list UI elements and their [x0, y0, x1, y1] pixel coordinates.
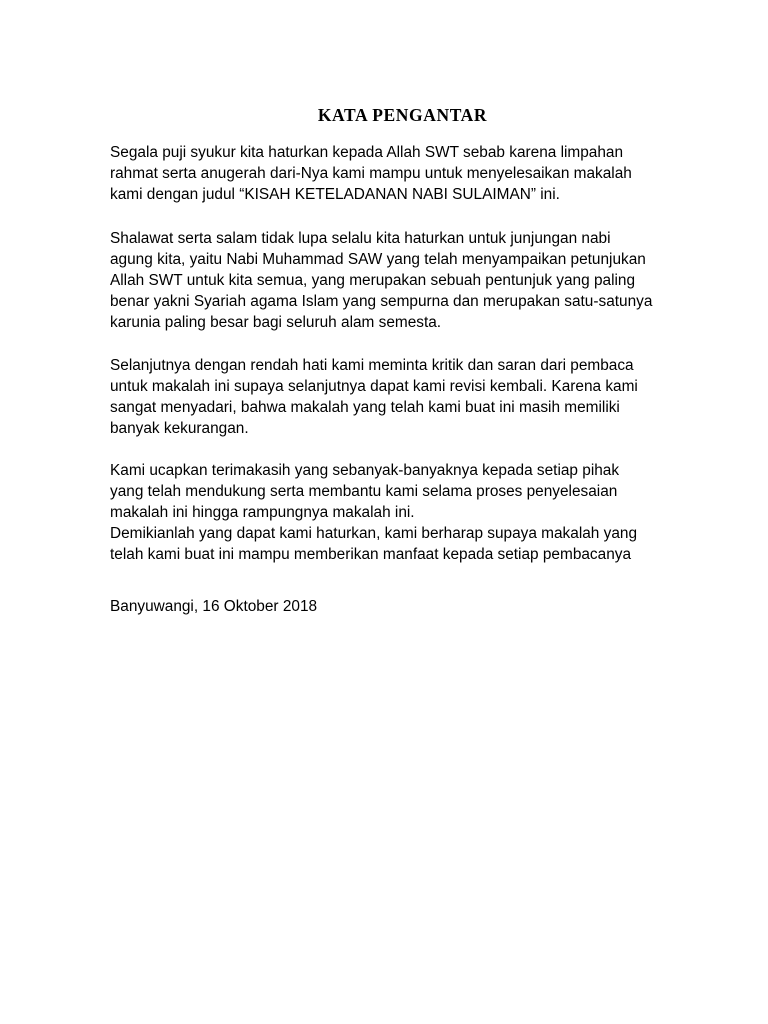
paragraph-terimakasih — [110, 460, 700, 565]
paragraph-line: telah kami buat ini mampu memberikan manfaat kepada setiap pembacanya — [110, 546, 632, 563]
paragraph-line: benar yakni Syariah agama Islam yang sempurna dan merupakan satu-satunya — [110, 293, 653, 310]
paragraph-kritik-saran — [110, 355, 700, 439]
paragraph-line: Shalawat serta salam tidak lupa selalu kita haturkan untuk junjungan nabi — [110, 230, 611, 247]
paragraph-line: kami dengan judul “KISAH KETELADANAN NABI SULAIMAN” ini. — [110, 186, 560, 203]
paragraph-shalawat — [110, 228, 700, 333]
paragraph-line: Demikianlah yang dapat kami haturkan, kami berharap supaya makalah yang — [110, 525, 638, 542]
paragraph-line: sangat menyadari, bahwa makalah yang telah kami buat ini masih memiliki — [110, 399, 620, 416]
paragraph-line: untuk makalah ini supaya selanjutnya dapat kami revisi kembali. Karena kami — [110, 378, 638, 395]
paragraph-line: Kami ucapkan terimakasih yang sebanyak-banyaknya kepada setiap pihak — [110, 462, 620, 479]
paragraph-line: makalah ini hingga rampungnya makalah ini. — [110, 504, 415, 521]
signature-place-date — [110, 596, 700, 617]
paragraph-intro — [110, 142, 700, 205]
paragraph-line: Allah SWT untuk kita semua, yang merupakan sebuah pentunjuk yang paling — [110, 272, 636, 289]
document-title: KATA PENGANTAR — [317, 105, 488, 125]
paragraph-line: Selanjutnya dengan rendah hati kami meminta kritik dan saran dari pembaca — [110, 357, 634, 374]
paragraph-line: Segala puji syukur kita haturkan kepada Allah SWT sebab karena limpahan — [110, 144, 624, 161]
paragraph-line: banyak kekurangan. — [110, 420, 249, 437]
paragraph-line: rahmat serta anugerah dari-Nya kami mampu untuk menyelesaikan makalah — [110, 165, 632, 182]
paragraph-line: agung kita, yaitu Nabi Muhammad SAW yang telah menyampaikan petunjukan — [110, 251, 646, 268]
signature-line: Banyuwangi, 16 Oktober 2018 — [110, 598, 318, 615]
paragraph-line: yang telah mendukung serta membantu kami selama proses penyelesaian — [110, 483, 618, 500]
paragraph-line: karunia paling besar bagi seluruh alam semesta. — [110, 314, 442, 331]
